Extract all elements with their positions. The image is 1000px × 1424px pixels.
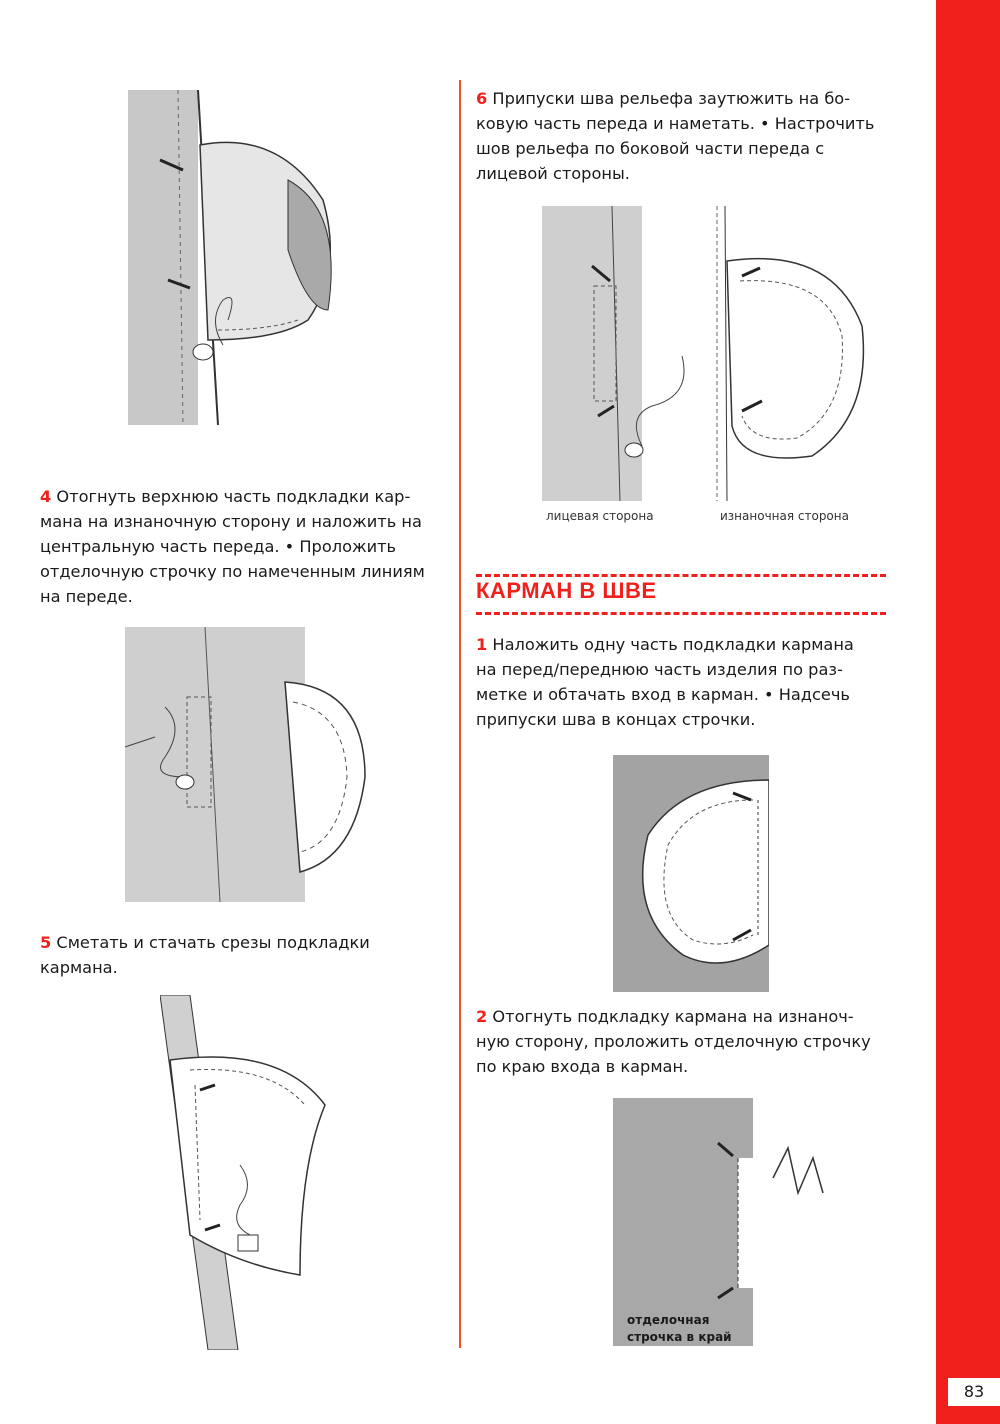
column-divider	[459, 80, 461, 1348]
section-heading	[476, 574, 886, 616]
figure-bottom-left	[160, 995, 335, 1350]
step-4	[40, 484, 425, 609]
caption-wrong-side: изнаночная сторона	[720, 509, 849, 523]
figure-top-right	[542, 206, 872, 506]
step-6-text: Припуски шва рельефа заутюжить на бо- ковую часть переда и наметать. • Настрочить шов рельефа по боковой части переда с лицевой стороны.	[476, 89, 875, 183]
step-5	[40, 930, 425, 980]
edge-stitch-label-line2: строчка в край	[627, 1330, 732, 1344]
step-5-text: Сметать и стачать срезы подкладки кармана.	[40, 933, 370, 977]
step-4-text: Отогнуть верхнюю часть подкладки кар- мана на изнаночную сторону и наложить на центральную часть переда. • Проложить отделочную строчку по намеченным линиям на переде.	[40, 487, 425, 606]
figure-middle-left	[125, 627, 370, 902]
step-6-number: 6	[476, 89, 488, 108]
figure-top-left	[128, 90, 338, 430]
edge-stitch-label-line1: отделочная	[627, 1313, 710, 1327]
step-pocket-1-text: Наложить одну часть подкладки кармана на перед/переднюю часть изделия по раз- метке и обтачать вход в карман. • Надсечь припуски шва в концах строчки.	[476, 635, 854, 729]
heading-top-rule	[476, 574, 886, 577]
step-6	[476, 86, 876, 186]
step-pocket-1-number: 1	[476, 635, 488, 654]
step-pocket-2-text: Отогнуть подкладку кармана на изнаноч- ную сторону, проложить отделочную строчку по краю входа в карман.	[476, 1007, 871, 1076]
step-4-number: 4	[40, 487, 52, 506]
section-title: КАРМАН В ШВЕ	[476, 578, 657, 603]
edge-stitch-label	[627, 1312, 732, 1346]
caption-face-side: лицевая сторона	[546, 509, 654, 523]
step-pocket-2-number: 2	[476, 1007, 488, 1026]
step-5-number: 5	[40, 933, 52, 952]
step-pocket-2	[476, 1004, 876, 1079]
page-edge-band	[936, 0, 1000, 1424]
page-number: 83	[948, 1378, 1000, 1406]
step-pocket-1	[476, 632, 876, 732]
figure-pocket-lining	[613, 755, 769, 992]
heading-bottom-rule	[476, 612, 886, 615]
figure-edge-stitch	[613, 1098, 838, 1348]
